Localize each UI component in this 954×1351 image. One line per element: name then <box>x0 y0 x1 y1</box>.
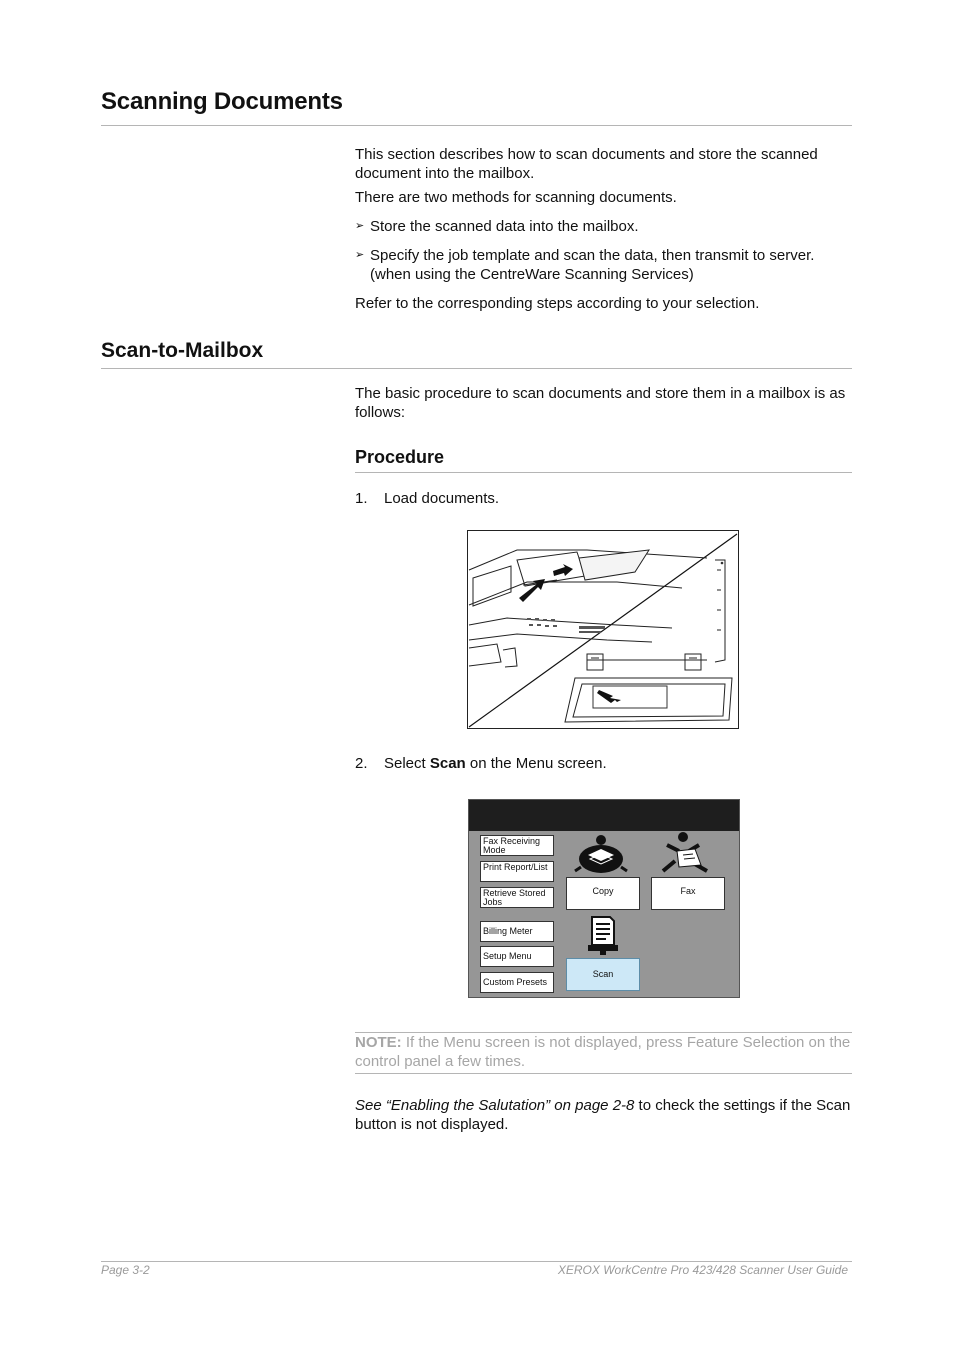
billing-meter-button[interactable]: Billing Meter <box>480 921 554 942</box>
section-intro: The basic procedure to scan documents and store them in a mailbox is as follows: <box>355 385 846 421</box>
print-report-list-button[interactable]: Print Report/List <box>480 861 554 882</box>
note-bottom-rule <box>355 1073 852 1074</box>
bullet-text: Store the scanned data into the mailbox. <box>370 218 639 235</box>
intro-paragraph-1: This section describes how to scan documents and store the scanned document into the mailbox. <box>355 146 818 182</box>
footer-rule <box>101 1261 852 1262</box>
footer-guide-title: XEROX WorkCentre Pro 423/428 Scanner User Guide <box>557 1263 848 1277</box>
bullet-text: Specify the job template and scan the data, then transmit to server. (when using the CentreWare Scanning Services) <box>370 247 815 283</box>
intro-paragraph-2: There are two methods for scanning documents. <box>355 189 677 206</box>
copy-icon <box>573 833 629 875</box>
scan-button[interactable]: Scan <box>566 958 640 991</box>
section-rule <box>101 368 852 369</box>
arrow-bullet-icon: ➢ <box>355 220 365 232</box>
fax-icon <box>657 831 715 875</box>
procedure-title: Procedure <box>355 447 445 467</box>
step-number: 1. <box>355 490 368 507</box>
bullet-item <box>355 246 852 284</box>
page-title: Scanning Documents <box>101 88 343 115</box>
note <box>355 1033 852 1071</box>
fax-button[interactable]: Fax <box>651 877 725 910</box>
title-rule <box>101 125 852 126</box>
step-2 <box>355 754 852 773</box>
step-text: Load documents. <box>384 490 500 507</box>
step-text: Select Scan on the Menu screen. <box>384 755 607 772</box>
bullet-item <box>355 217 852 236</box>
intro-paragraph-3: Refer to the corresponding steps according to your selection. <box>355 295 760 312</box>
section-title: Scan-to-Mailbox <box>101 339 264 362</box>
menu-screen <box>468 799 740 998</box>
screen-title-bar <box>469 800 739 831</box>
setup-menu-button[interactable]: Setup Menu <box>480 946 554 967</box>
scan-keyword: Scan <box>429 755 466 772</box>
cross-reference-link[interactable]: See “Enabling the Salutation” on page 2-8 <box>355 1097 635 1114</box>
note-text: If the Menu screen is not displayed, press Feature Selection on the control panel a few times. <box>355 1034 851 1070</box>
fax-receiving-mode-button[interactable]: Fax Receiving Mode <box>480 835 554 856</box>
load-documents-illustration <box>467 530 739 729</box>
see-also: See “Enabling the Salutation” on page 2-8 to check the settings if the Scan button is not displayed. <box>355 1097 851 1133</box>
arrow-bullet-icon: ➢ <box>355 249 365 261</box>
step-1 <box>355 489 852 508</box>
step-number: 2. <box>355 755 368 772</box>
note-label: NOTE: <box>355 1034 402 1051</box>
custom-presets-button[interactable]: Custom Presets <box>480 972 554 993</box>
retrieve-stored-jobs-button[interactable]: Retrieve Stored Jobs <box>480 887 554 908</box>
footer-page-number: Page 3-2 <box>101 1263 150 1277</box>
scan-icon <box>586 915 622 957</box>
copy-button[interactable]: Copy <box>566 877 640 910</box>
procedure-rule <box>355 472 852 473</box>
